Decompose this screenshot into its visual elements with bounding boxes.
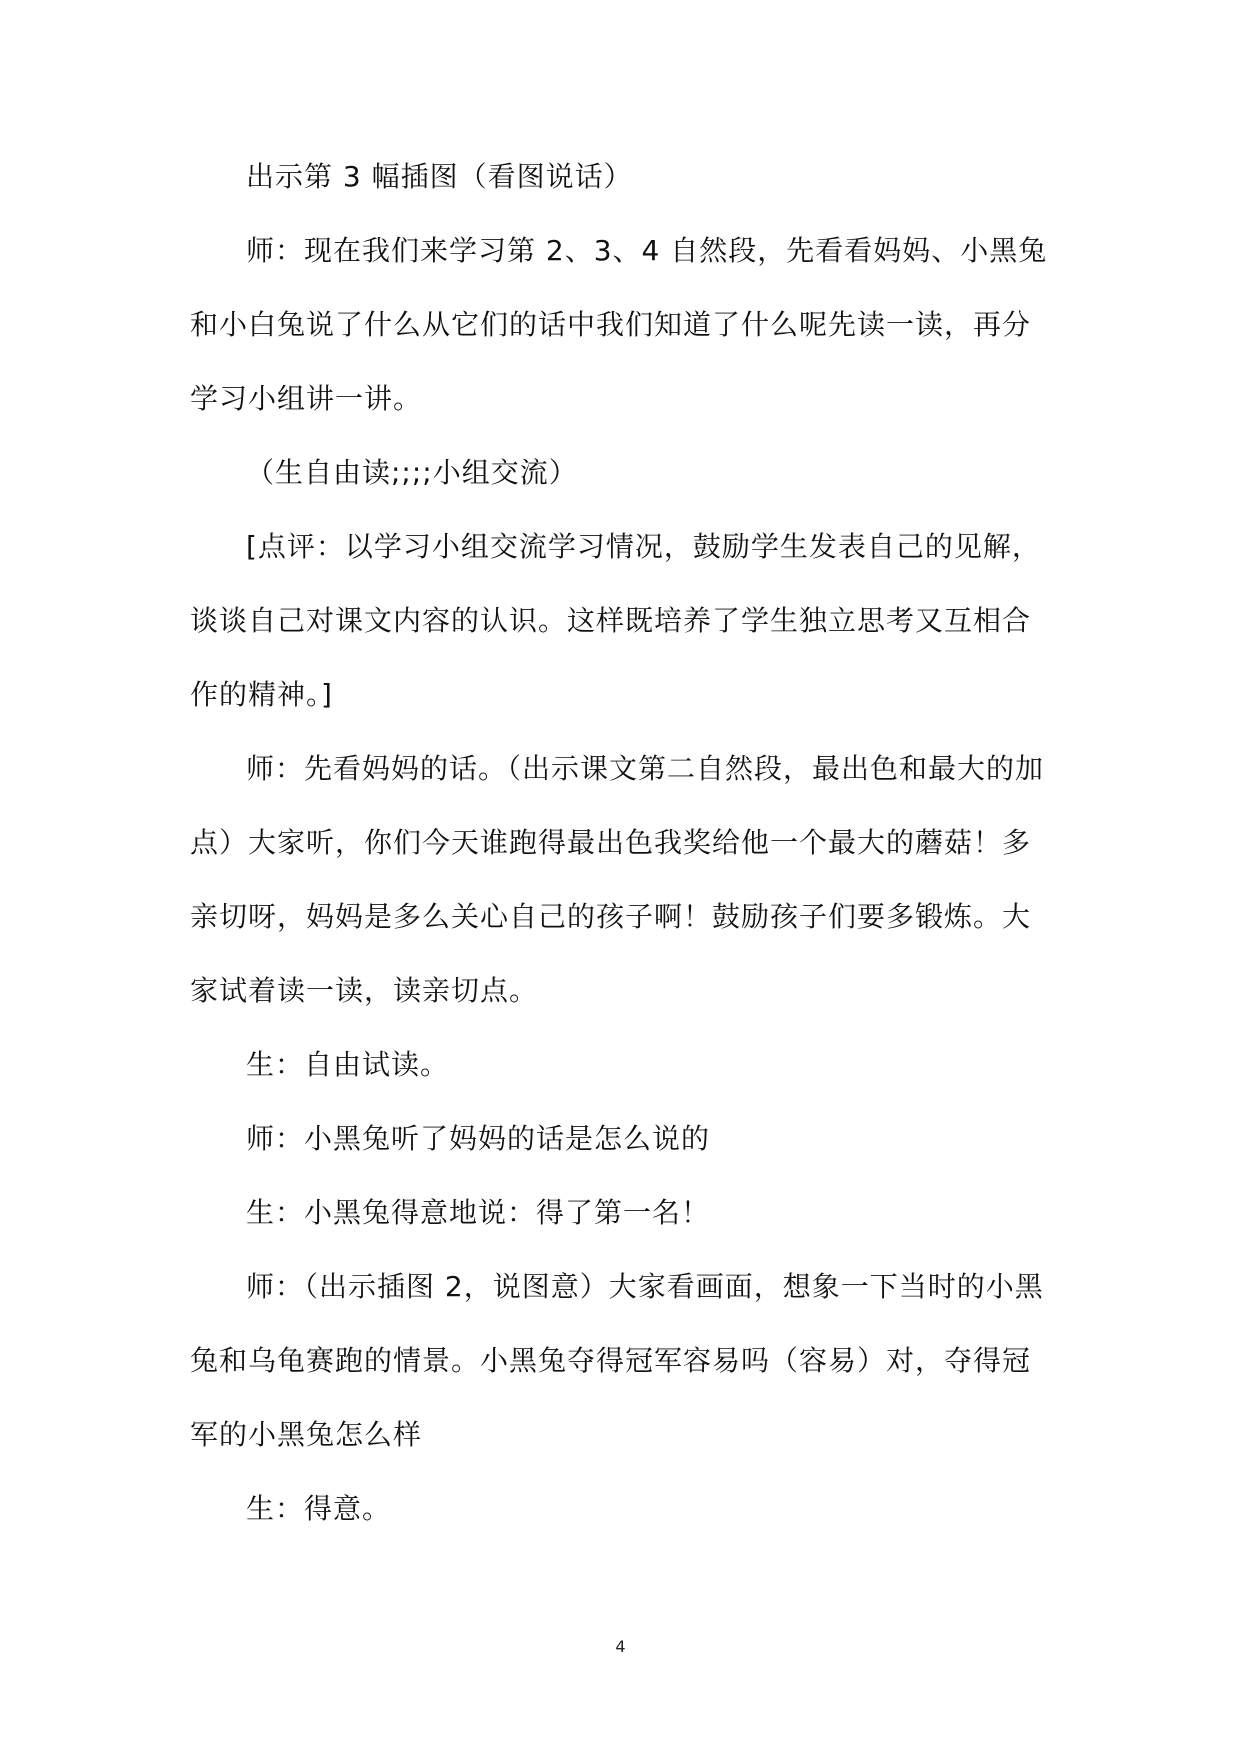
paragraph-student-free-read: 生：自由试读。 (246, 1048, 450, 1081)
paragraph-show-illustration-3: 出示第 3 幅插图（看图说话） (246, 160, 633, 193)
paragraph-teacher-illustration-2: 师：（出示插图 2，说图意）大家看画面，想象一下当时的小黑兔和乌龟赛跑的情景。小黑兔夺得冠军容易吗（容易）对，夺得冠军的小黑兔怎么样 (190, 1270, 1044, 1451)
paragraph-student-answer: 生：小黑兔得意地说：得了第一名！ (246, 1196, 711, 1229)
paragraph-teacher-intro: 师：现在我们来学习第 2、3、4 自然段，先看看妈妈、小黑兔和小白兔说了什么从它们的话中我们知道了什么呢先读一读，再分学习小组讲一讲。 (190, 234, 1048, 415)
paragraph-comment: [点评：以学习小组交流学习情况，鼓励学生发表自己的见解，谈谈自己对课文内容的认识。这样既培养了学生独立思考又互相合作的精神。] (190, 530, 1041, 711)
document-body (190, 140, 1050, 1546)
paragraph-teacher-mother-words: 师：先看妈妈的话。（出示课文第二自然段，最出色和最大的加点）大家听，你们今天谁跑得最出色我奖给他一个最大的蘑菇！多亲切呀，妈妈是多么关心自己的孩子啊！鼓励孩子们要多锻炼。大家试着读一读，读亲切点。 (190, 752, 1045, 1007)
paragraph-student-reading: （生自由读;;;;小组交流） (246, 456, 578, 489)
paragraph-student-proud: 生：得意。 (246, 1492, 392, 1525)
page-number: 4 (615, 1637, 626, 1656)
paragraph-teacher-question: 师：小黑兔听了妈妈的话是怎么说的 (246, 1122, 711, 1155)
